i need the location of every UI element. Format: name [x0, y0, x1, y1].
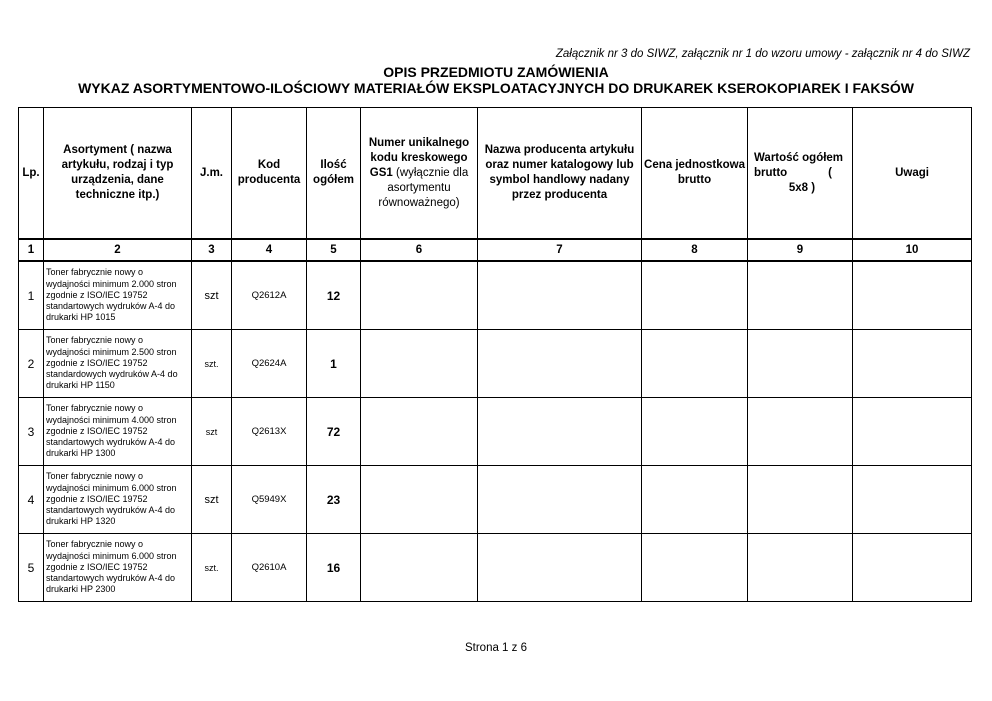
- header-ilosc: Ilość ogółem: [307, 108, 361, 240]
- row-quantity: 23: [307, 466, 361, 534]
- page-number: Strona 1 z 6: [464, 642, 527, 654]
- row-description: Toner fabrycznie nowy o wydajności minimum 2.500 stron zgodnie z ISO/IEC 19752 standardowych wydruków A-4 do drukarki HP 1150: [44, 330, 192, 398]
- row-quantity: 1: [307, 330, 361, 398]
- row-total-value-cell[interactable]: [748, 330, 853, 398]
- row-barcode-cell[interactable]: [361, 534, 478, 602]
- header-wartosc-line1: Wartość ogółem: [754, 151, 844, 164]
- column-number: 10: [853, 239, 972, 261]
- row-unit: szt.: [192, 330, 232, 398]
- row-unit: szt: [192, 261, 232, 330]
- column-number: 2: [44, 239, 192, 261]
- header-cena: Cena jednostkowa brutto: [642, 108, 748, 240]
- row-notes-cell[interactable]: [853, 534, 972, 602]
- row-manufacturer-cell[interactable]: [478, 398, 642, 466]
- row-notes-cell[interactable]: [853, 466, 972, 534]
- row-unit-price-cell[interactable]: [642, 330, 748, 398]
- row-unit-price-cell[interactable]: [642, 466, 748, 534]
- header-lp: Lp.: [19, 108, 44, 240]
- document-subtitle: WYKAZ ASORTYMENTOWO-ILOŚCIOWY MATERIAŁÓW EKSPLOATACYJNYCH DO DRUKAREK KSEROKOPIAREK I FAKSÓW: [78, 80, 914, 96]
- row-unit-price-cell[interactable]: [642, 261, 748, 330]
- row-unit: szt.: [192, 534, 232, 602]
- column-number: 1: [19, 239, 44, 261]
- row-quantity: 12: [307, 261, 361, 330]
- row-notes-cell[interactable]: [853, 330, 972, 398]
- row-unit: szt: [192, 398, 232, 466]
- header-nazwa-producenta: Nazwa producenta artykułu oraz numer katalogowy lub symbol handlowy nadany przez producenta: [478, 108, 642, 240]
- header-numer-kodu-bold: Numer unikalnego kodu kreskowego GS1: [368, 136, 470, 179]
- attachment-note: Załącznik nr 3 do SIWZ, załącznik nr 1 do wzoru umowy - załącznik nr 4 do SIWZ: [555, 48, 970, 60]
- row-manufacturer-cell[interactable]: [478, 330, 642, 398]
- row-barcode-cell[interactable]: [361, 398, 478, 466]
- header-numer-kodu: [361, 108, 478, 240]
- row-manufacturer-cell[interactable]: [478, 261, 642, 330]
- row-lp: 5: [19, 534, 44, 602]
- assortment-table: [18, 107, 972, 602]
- row-barcode-cell[interactable]: [361, 330, 478, 398]
- row-description: Toner fabrycznie nowy o wydajności minimum 2.000 stron zgodnie z ISO/IEC 19752 standartowych wydruków A-4 do drukarki HP 1015: [44, 261, 192, 330]
- header-uwagi: Uwagi: [853, 108, 972, 240]
- header-asortyment: Asortyment ( nazwa artykułu, rodzaj i typ urządzenia, dane techniczne itp.): [44, 108, 192, 240]
- column-number: 8: [642, 239, 748, 261]
- table-row: [19, 534, 972, 602]
- row-product-code: Q5949X: [232, 466, 307, 534]
- header-wartosc-line2: brutto: [754, 166, 788, 179]
- row-product-code: Q2612A: [232, 261, 307, 330]
- header-wartosc-paren: (: [828, 166, 832, 179]
- row-product-code: Q2624A: [232, 330, 307, 398]
- row-total-value-cell[interactable]: [748, 534, 853, 602]
- header-numer-kodu-note: (wyłącznie dla asortymentu równoważnego): [378, 166, 469, 209]
- column-number: 7: [478, 239, 642, 261]
- row-quantity: 16: [307, 534, 361, 602]
- row-notes-cell[interactable]: [853, 398, 972, 466]
- column-number: 4: [232, 239, 307, 261]
- row-description: Toner fabrycznie nowy o wydajności minimum 6.000 stron zgodnie z ISO/IEC 19752 standartowych wydruków A-4 do drukarki HP 1320: [44, 466, 192, 534]
- header-wartosc: [748, 108, 853, 240]
- column-number: 5: [307, 239, 361, 261]
- row-manufacturer-cell[interactable]: [478, 534, 642, 602]
- row-total-value-cell[interactable]: [748, 466, 853, 534]
- row-description: Toner fabrycznie nowy o wydajności minimum 6.000 stron zgodnie z ISO/IEC 19752 standartowych wydruków A-4 do drukarki HP 2300: [44, 534, 192, 602]
- table-row: [19, 398, 972, 466]
- row-description: Toner fabrycznie nowy o wydajności minimum 4.000 stron zgodnie z ISO/IEC 19752 standartowych wydruków A-4 do drukarki HP 1300: [44, 398, 192, 466]
- column-number: 3: [192, 239, 232, 261]
- table-row: [19, 330, 972, 398]
- table-row: [19, 466, 972, 534]
- row-product-code: Q2613X: [232, 398, 307, 466]
- row-unit: szt: [192, 466, 232, 534]
- row-lp: 2: [19, 330, 44, 398]
- row-unit-price-cell[interactable]: [642, 398, 748, 466]
- header-kod-producenta: Kod producenta: [232, 108, 307, 240]
- column-number-row: [19, 239, 972, 261]
- row-lp: 3: [19, 398, 44, 466]
- table-row: [19, 261, 972, 330]
- row-quantity: 72: [307, 398, 361, 466]
- row-total-value-cell[interactable]: [748, 398, 853, 466]
- row-product-code: Q2610A: [232, 534, 307, 602]
- document-title: OPIS PRZEDMIOTU ZAMÓWIENIA: [383, 64, 609, 80]
- row-barcode-cell[interactable]: [361, 466, 478, 534]
- row-total-value-cell[interactable]: [748, 261, 853, 330]
- row-unit-price-cell[interactable]: [642, 534, 748, 602]
- row-barcode-cell[interactable]: [361, 261, 478, 330]
- row-lp: 4: [19, 466, 44, 534]
- header-jm: J.m.: [192, 108, 232, 240]
- row-notes-cell[interactable]: [853, 261, 972, 330]
- column-number: 9: [748, 239, 853, 261]
- column-number: 6: [361, 239, 478, 261]
- row-manufacturer-cell[interactable]: [478, 466, 642, 534]
- header-row: [19, 108, 972, 240]
- row-lp: 1: [19, 261, 44, 330]
- header-wartosc-formula: 5x8 ): [788, 181, 816, 194]
